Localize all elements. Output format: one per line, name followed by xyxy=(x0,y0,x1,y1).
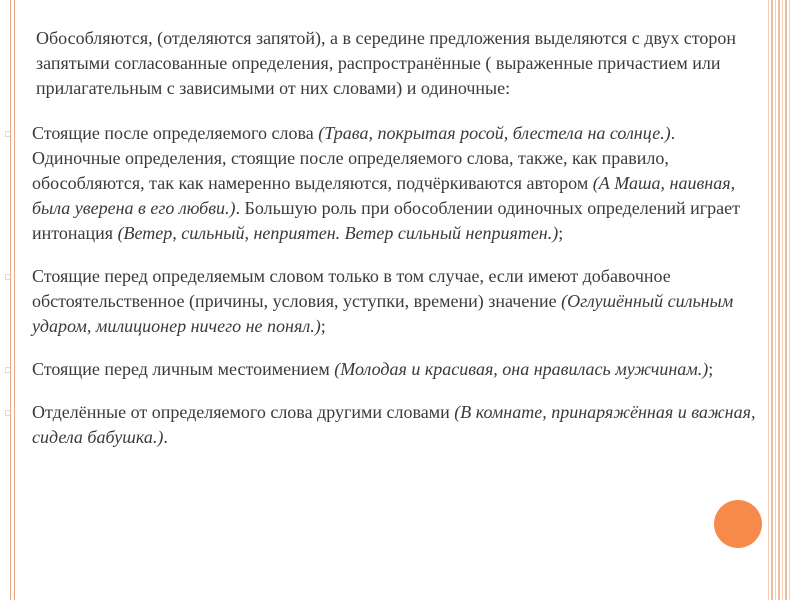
item-text: Отделённые от определяемого слова другими словами xyxy=(32,402,455,422)
bullet-icon: ▫ xyxy=(4,270,12,283)
left-border-decoration xyxy=(10,0,15,600)
item-example: (Ветер, сильный, неприятен. Ветер сильный неприятен.) xyxy=(117,223,559,243)
item-example: (Трава, покрытая росой, блестела на солнце.) xyxy=(318,123,671,143)
item-text: ; xyxy=(320,316,326,336)
item-example: (А Маша, наивная, была уверена в его любви.) xyxy=(32,173,736,218)
item-example: (В комнате, принаряжённая и важная, сидела бабушка.) xyxy=(32,402,756,447)
item-text: . xyxy=(163,427,168,447)
item-text: ; xyxy=(708,359,714,379)
item-text: . Одиночные определения, стоящие после определяемого слова, также, как правило, обособляются, так как намеренно выделяются, подчёркиваются автором xyxy=(32,123,676,193)
item-text: Стоящие перед определяемым словом только в том случае, если имеют добавочное обстоятельственное (причины, условия, уступки, времени) значение xyxy=(32,266,671,311)
slide-content xyxy=(4,26,762,468)
item-text: Стоящие перед личным местоимением xyxy=(32,359,335,379)
item-example: (Молодая и красивая, она нравилась мужчинам.) xyxy=(334,359,709,379)
item-example: (Оглушённый сильным ударом, милиционер ничего не понял.) xyxy=(32,291,734,336)
right-border-decoration xyxy=(768,0,790,600)
bullet-icon: ▫ xyxy=(4,406,12,419)
item-text: ; xyxy=(558,223,564,243)
bullet-icon: ▫ xyxy=(4,127,12,140)
list-item-before-noun xyxy=(4,264,762,339)
orange-circle-decoration xyxy=(714,500,762,548)
bullet-icon: ▫ xyxy=(4,363,12,376)
item-text: Стоящие после определяемого слова xyxy=(32,123,319,143)
list-item-separated xyxy=(4,400,762,450)
list-item-before-pronoun xyxy=(4,357,762,382)
item-text: . Большую роль при обособлении одиночных определений играет интонация xyxy=(32,198,740,243)
intro-paragraph: Обособляются, (отделяются запятой), а в середине предложения выделяются с двух сторон запятыми согласованные определения, распространённые ( выраженные причастием или прилагательным с зависимыми от них словами) и одиночные: xyxy=(36,28,737,98)
list-item-after-noun xyxy=(4,121,762,246)
